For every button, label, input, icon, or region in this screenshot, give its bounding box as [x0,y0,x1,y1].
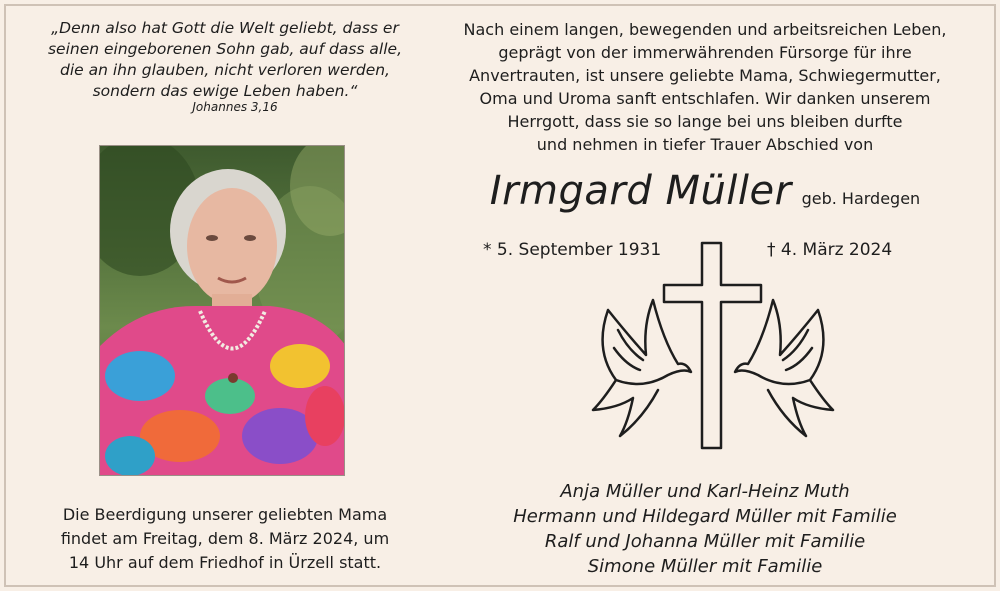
intro-line: Herrgott, dass sie so lange bei uns bleiben durfte [507,112,903,131]
funeral-line: findet am Freitag, dem 8. März 2024, um [60,529,390,548]
maiden-name: geb. Hardegen [801,189,921,208]
mourners-list [455,479,955,579]
intro-line: und nehmen in tiefer Trauer Abschied von [536,135,874,154]
mourner-line: Simone Müller mit Familie [587,556,823,577]
quote-line: die an ihn glauben, nicht verloren werden, [60,61,390,79]
portrait-photo [99,145,345,476]
portrait-illustration [100,146,345,476]
mourner-line: Anja Müller und Karl-Heinz Muth [560,481,850,502]
funeral-line: 14 Uhr auf dem Friedhof in Ürzell statt. [68,553,382,572]
intro-text [455,18,955,156]
funeral-line: Die Beerdigung unserer geliebten Mama [62,505,388,524]
birth-date: * 5. September 1931 [483,240,662,260]
quote-line: seinen eingeborenen Sohn gab, auf dass alle, [47,40,403,58]
intro-line: Oma und Uroma sanft entschlafen. Wir danken unserem [479,89,931,108]
intro-line: Anvertrauten, ist unsere geliebte Mama, Schwiegermutter, [469,66,941,85]
deceased-name-row [455,168,955,214]
cross-with-doves-icon [588,240,838,455]
quote-line: sondern das ewige Leben haben.“ [92,82,358,100]
funeral-notice [40,503,410,575]
mourner-line: Ralf und Johanna Müller mit Familie [544,531,866,552]
intro-line: geprägt von der immerwährenden Fürsorge für ihre [498,43,912,62]
intro-line: Nach einem langen, bewegenden und arbeitsreichen Leben, [463,20,947,39]
death-date: † 4. März 2024 [767,240,893,260]
quote-reference: Johannes 3,16 [192,100,278,114]
quote-line: „Denn also hat Gott die Welt geliebt, dass er [51,19,399,37]
deceased-name: Irmgard Müller [489,168,792,214]
bible-quote [40,18,410,102]
mourner-line: Hermann und Hildegard Müller mit Familie [513,506,897,527]
